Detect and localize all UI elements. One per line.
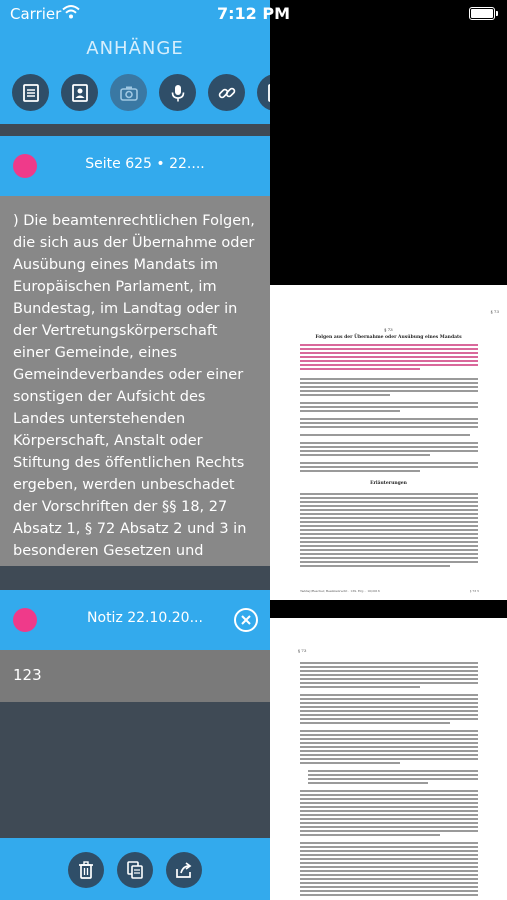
microphone-icon bbox=[168, 83, 188, 103]
link-icon bbox=[217, 83, 237, 103]
document-icon bbox=[21, 83, 41, 103]
close-button[interactable] bbox=[234, 608, 258, 632]
status-bar bbox=[0, 0, 507, 28]
color-dot[interactable] bbox=[13, 154, 37, 178]
attachment-card-title: Seite 625 • 22.... bbox=[85, 156, 205, 172]
note-card-text[interactable] bbox=[0, 650, 270, 702]
attachment-card-text[interactable] bbox=[0, 196, 270, 566]
note-text: 123 bbox=[13, 666, 42, 684]
add-contact-button[interactable] bbox=[61, 74, 98, 111]
share-icon bbox=[174, 860, 194, 880]
attachment-quote-text: ) Die beamtenrechtlichen Folgen, die sich aus der Übernahme oder Ausübung eines Mandats im Europäischen Parlament, im Bundestag, im Landtag oder in der Vertretungskörperschaft einer Gemeinde, eines Gemeindeverbandes oder einer sonstigen der Aufsicht des Landes unterstehenden Körperschaft, Anstalt oder Stiftung des öffentlichen Rechts ergeben, werden unbeschadet der Vorschriften der §§ 18, 27 Absatz 1, § 72 Absatz 2 und 3 in besonderen Gesetzen und bbox=[13, 213, 255, 559]
document-preview[interactable] bbox=[270, 0, 507, 900]
trash-icon bbox=[76, 860, 96, 880]
attachment-card-header[interactable] bbox=[0, 136, 270, 196]
attachment-toolbar bbox=[12, 74, 270, 112]
add-photo-button[interactable] bbox=[110, 74, 147, 111]
share-button[interactable] bbox=[166, 852, 202, 888]
page-footer-left: Tadday/Rescher, Beamtenrecht · 139. Erg. · 10/2016 bbox=[300, 589, 380, 593]
add-audio-button[interactable] bbox=[159, 74, 196, 111]
copy-button[interactable] bbox=[117, 852, 153, 888]
note-card-title: Notiz 22.10.20... bbox=[87, 610, 203, 626]
clock: 7:12 PM bbox=[216, 4, 290, 23]
page-section-number: § 73 bbox=[490, 309, 499, 314]
carrier-label: Carrier bbox=[10, 5, 62, 23]
battery-icon bbox=[469, 7, 495, 20]
divider bbox=[0, 566, 270, 590]
document-page[interactable] bbox=[270, 618, 507, 900]
document-page[interactable] bbox=[270, 285, 507, 600]
camera-icon bbox=[119, 83, 139, 103]
note-card-header[interactable] bbox=[0, 590, 270, 650]
page-section-number: § 73 bbox=[298, 648, 307, 653]
copy-icon bbox=[125, 860, 145, 880]
add-link-button[interactable] bbox=[208, 74, 245, 111]
page-title: ANHÄNGE bbox=[86, 38, 184, 59]
delete-button[interactable] bbox=[68, 852, 104, 888]
bottom-toolbar bbox=[0, 838, 270, 900]
close-icon bbox=[241, 615, 251, 625]
page-footer-right: § 73 5 bbox=[469, 589, 479, 593]
color-dot[interactable] bbox=[13, 608, 37, 632]
section-heading: Folgen aus der Übernahme oder Ausübung eines Mandats bbox=[315, 335, 462, 340]
add-document-button[interactable] bbox=[12, 74, 49, 111]
divider bbox=[0, 124, 270, 136]
contact-icon bbox=[70, 83, 90, 103]
section-number: § 73 bbox=[384, 327, 393, 332]
add-pdf-button[interactable] bbox=[257, 74, 270, 111]
subsection-heading: Erläuterungen bbox=[370, 481, 407, 486]
